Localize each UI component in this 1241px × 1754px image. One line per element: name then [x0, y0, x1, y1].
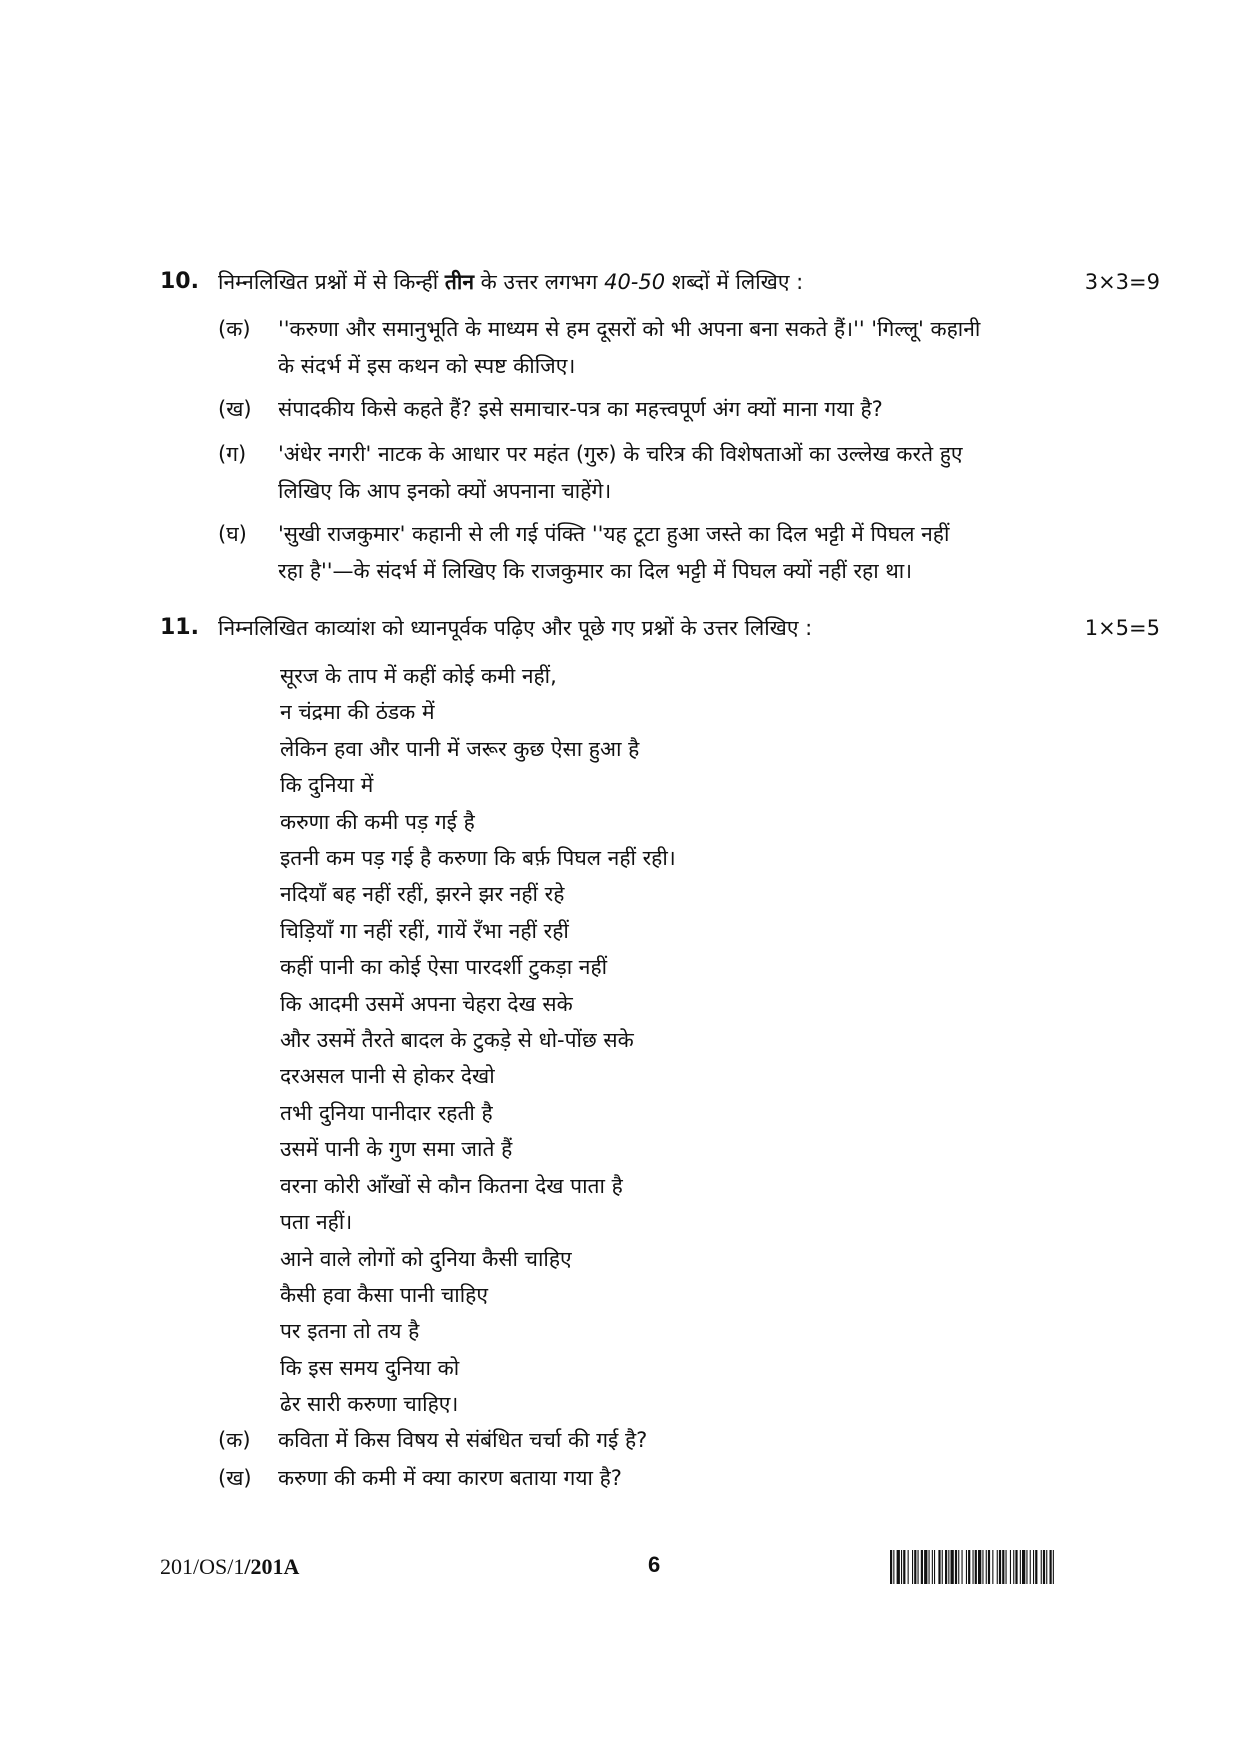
poem-line: लेकिन हवा और पानी में जरूर कुछ ऐसा हुआ है [280, 736, 640, 761]
barcode-bar [958, 1550, 959, 1584]
text-line: 'अंधेर नगरी' नाटक के आधार पर महंत (गुरु) के चरित्र की विशेषताओं का उल्लेख करते हुए [278, 442, 963, 466]
poem-line: आने वाले लोगों को दुनिया कैसी चाहिए [280, 1246, 572, 1271]
text-line: कविता में किस विषय से संबंधित चर्चा की गई है? [278, 1428, 648, 1452]
barcode-bar [986, 1550, 987, 1584]
sub-question-label: (ख) [218, 397, 252, 421]
barcode-bar [1010, 1550, 1011, 1584]
barcode-bar [1020, 1550, 1021, 1584]
barcode-bar [945, 1550, 947, 1584]
question-number: 10. [160, 269, 199, 294]
barcode-bar [897, 1550, 900, 1584]
text-line: रहा है''—के संदर्भ में लिखिए कि राजकुमार का दिल भट्टी में पिघल क्यों नहीं रहा था। [278, 559, 913, 583]
question-instruction: निम्नलिखित काव्यांश को ध्यानपूर्वक पढ़िए और पूछे गए प्रश्नों के उत्तर लिखिए : [218, 616, 813, 640]
instruction-part: के उत्तर लगभग [473, 270, 605, 294]
poem-line: और उसमें तैरते बादल के टुकड़े से धो-पोंछ सके [280, 1028, 634, 1053]
instruction-emphasis: तीन [444, 270, 474, 294]
barcode-bar [1002, 1550, 1004, 1584]
barcode-bar [962, 1550, 963, 1584]
sub-question-label: (घ) [218, 522, 247, 546]
poem-line: उसमें पानी के गुण समा जाते हैं [280, 1137, 513, 1162]
poem-line: कि आदमी उसमें अपना चेहरा देख सके [280, 991, 573, 1016]
barcode-bar [966, 1550, 967, 1584]
question-number: 11. [160, 615, 199, 640]
barcode-bar [903, 1550, 905, 1584]
barcode-bar [1053, 1550, 1054, 1584]
poem-line: न चंद्रमा की ठंडक में [280, 700, 435, 725]
barcode-bar [1030, 1550, 1031, 1584]
barcode-bar [1050, 1550, 1052, 1584]
sub-question-text [278, 516, 1118, 590]
barcode-bar [921, 1550, 923, 1584]
barcode-bar [992, 1550, 993, 1584]
barcode-bar [890, 1550, 892, 1584]
poem-line: कि इस समय दुनिया को [280, 1355, 460, 1380]
word-count: 40-50 [604, 270, 666, 294]
barcode-bar [948, 1550, 949, 1584]
sub-question-text [278, 436, 1118, 510]
barcode-bar [1006, 1550, 1007, 1584]
barcode-bar [901, 1550, 902, 1584]
barcode-bar [999, 1550, 1001, 1584]
barcode-bar [942, 1550, 943, 1584]
barcode-bar [978, 1550, 981, 1584]
question-instruction [218, 266, 803, 298]
barcode-bar [929, 1550, 930, 1584]
sub-question-text [278, 1422, 1118, 1459]
barcode-bar [918, 1550, 919, 1584]
page-footer [160, 1548, 1160, 1588]
barcode-bar [1046, 1550, 1047, 1584]
barcode-bar [955, 1550, 957, 1584]
poem-line: कहीं पानी का कोई ऐसा पारदर्शी टुकड़ा नहीं [280, 955, 608, 980]
barcode-bar [932, 1550, 933, 1584]
poem-line: चिड़ियाँ गा नहीं रहीं, गायें रँभा नहीं रहीं [280, 918, 569, 943]
page-number: 6 [648, 1552, 661, 1577]
instruction-part: निम्नलिखित प्रश्नों में से किन्हीं [218, 270, 445, 294]
paper-code-suffix: /201A [244, 1554, 300, 1579]
sub-question-text [278, 391, 1118, 428]
text-line: ''करुणा और समानुभूति के माध्यम से हम दूसरों को भी अपना बना सकते हैं।'' 'गिल्लू' कहानी [278, 317, 981, 341]
text-line: 'सुखी राजकुमार' कहानी से ली गई पंक्ति ''यह टूटा हुआ जस्ते का दिल भट्टी में पिघल नहीं [278, 522, 950, 546]
text-line: के संदर्भ में इस कथन को स्पष्ट कीजिए। [278, 354, 576, 378]
poem-line: वरना कोरी आँखों से कौन कितना देख पाता है [280, 1173, 623, 1198]
barcode-bar [1043, 1550, 1045, 1584]
barcode-bar [1033, 1550, 1034, 1584]
barcode-bar [924, 1550, 927, 1584]
barcode-bar [1013, 1550, 1014, 1584]
barcode-bar [982, 1550, 983, 1584]
barcode-bar [973, 1550, 974, 1584]
barcode-bar [997, 1550, 998, 1584]
marks-allocation: 1×5=5 [1084, 616, 1160, 640]
barcode-bar [1026, 1550, 1027, 1584]
sub-question-text [278, 1460, 1118, 1497]
sub-question-label: (क) [218, 1428, 251, 1452]
barcode-bar [914, 1550, 916, 1584]
poem-line: नदियाँ बह नहीं रहीं, झरने झर नहीं रहे [280, 882, 565, 907]
text-line: लिखिए कि आप इनको क्यों अपनाना चाहेंगे। [278, 479, 612, 503]
instruction-part: शब्दों में लिखिए : [665, 270, 804, 294]
poem-line: तभी दुनिया पानीदार रहती है [280, 1100, 493, 1125]
sub-question-label: (क) [218, 317, 251, 341]
barcode-bar [893, 1550, 894, 1584]
barcode-bar [968, 1550, 970, 1584]
text-line: करुणा की कमी में क्या कारण बताया गया है? [278, 1466, 622, 1490]
poem-line: ढेर सारी करुणा चाहिए। [280, 1392, 459, 1417]
marks-allocation: 3×3=9 [1084, 270, 1160, 294]
barcode-bar [975, 1550, 977, 1584]
poem-line: करुणा की कमी पड़ गई है [280, 809, 475, 834]
barcode-bar [934, 1550, 935, 1584]
barcode-bar [1035, 1550, 1037, 1584]
poem-line: कि दुनिया में [280, 773, 374, 798]
poem-line: इतनी कम पड़ गई है करुणा कि बर्फ़ पिघल नहीं रही। [280, 846, 676, 871]
barcode-bar [912, 1550, 913, 1584]
sub-question-label: (ख) [218, 1466, 252, 1490]
paper-code-prefix: 201/OS/1 [160, 1554, 245, 1579]
barcode-bar [1041, 1550, 1042, 1584]
barcode-bar [1015, 1550, 1017, 1584]
barcode-bar [908, 1550, 909, 1584]
barcode-bar [951, 1550, 954, 1584]
poem-line: कैसी हवा कैसा पानी चाहिए [280, 1282, 488, 1307]
barcode-icon [890, 1550, 1160, 1584]
barcode-bar [1022, 1550, 1025, 1584]
poem-line: दरअसल पानी से होकर देखो [280, 1064, 495, 1089]
barcode-bar [988, 1550, 990, 1584]
poem-line: पता नहीं। [280, 1210, 353, 1235]
text-line: संपादकीय किसे कहते हैं? इसे समाचार-पत्र का महत्त्वपूर्ण अंग क्यों माना गया है? [278, 397, 883, 421]
sub-question-label: (ग) [218, 442, 247, 466]
poem-line: सूरज के ताप में कहीं कोई कमी नहीं, [280, 664, 557, 688]
barcode-bar [938, 1550, 940, 1584]
sub-question-text [278, 311, 1118, 385]
poem-line: पर इतना तो तय है [280, 1319, 420, 1344]
paper-code [160, 1554, 299, 1580]
poem-passage [280, 658, 676, 1423]
